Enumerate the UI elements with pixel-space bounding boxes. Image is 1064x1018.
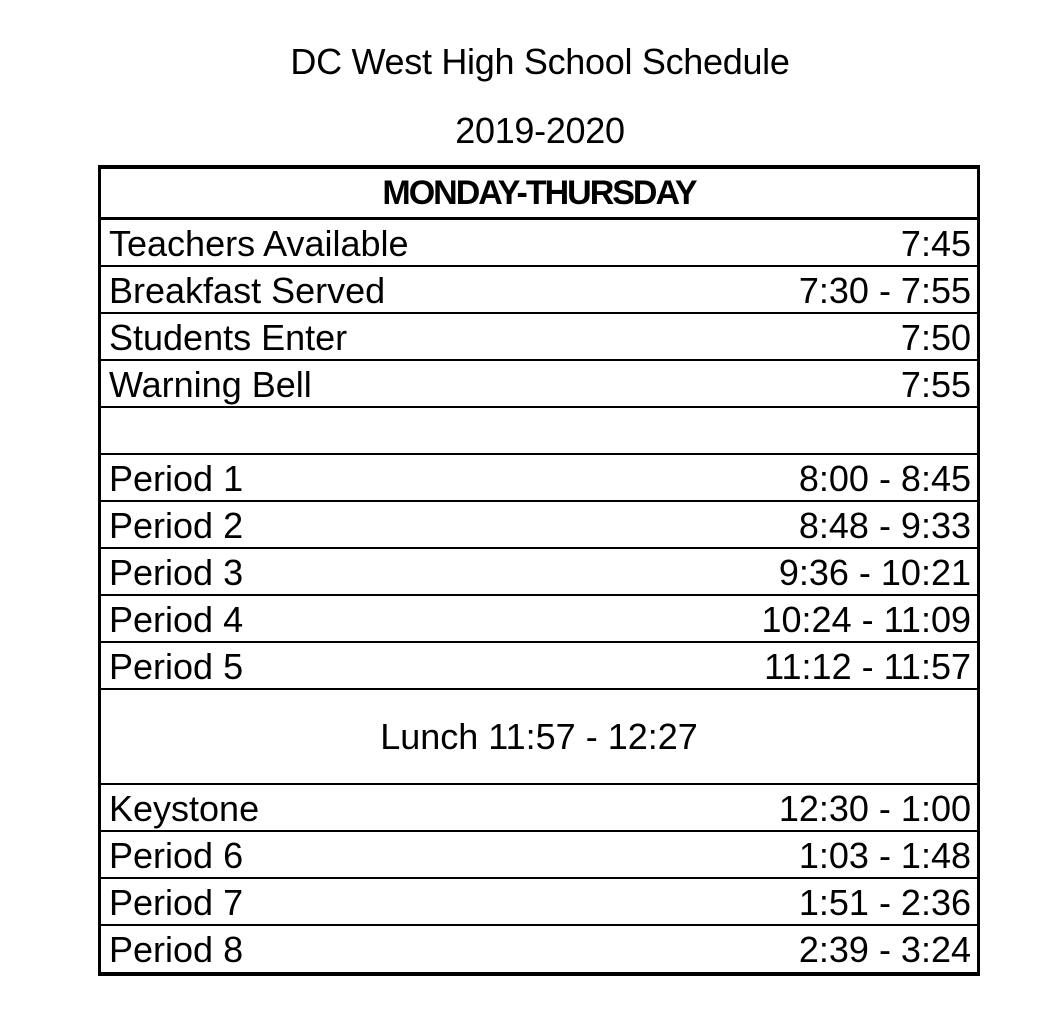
row-label: Period 7 (109, 882, 244, 923)
schedule-row (101, 267, 977, 314)
row-time: 11:12 - 11:57 (764, 646, 971, 687)
school-year: 2019-2020 (455, 110, 625, 151)
schedule-row (101, 455, 977, 502)
blank-row (101, 408, 977, 455)
row-time: 7:45 (900, 223, 971, 264)
row-time: 1:03 - 1:48 (798, 835, 971, 876)
row-time: 2:39 - 3:24 (798, 929, 971, 970)
row-label: Keystone (109, 788, 260, 829)
lunch-row: Lunch 11:57 - 12:27 (101, 690, 977, 785)
row-time: 7:50 (900, 317, 971, 358)
row-time: 10:24 - 11:09 (761, 599, 971, 640)
schedule-row (101, 549, 977, 596)
row-label: Period 8 (109, 929, 244, 970)
row-label: Breakfast Served (109, 270, 386, 311)
schedule-table (98, 165, 980, 976)
row-time: 1:51 - 2:36 (798, 882, 971, 923)
row-time: 9:36 - 10:21 (778, 552, 971, 593)
row-time: 8:48 - 9:33 (798, 505, 971, 546)
schedule-row (101, 220, 977, 267)
row-label: Warning Bell (109, 364, 312, 405)
row-label: Period 3 (109, 552, 244, 593)
row-label: Period 4 (109, 599, 244, 640)
row-label: Students Enter (109, 317, 348, 358)
table-header: MONDAY-THURSDAY (101, 169, 977, 220)
page-title: DC West High School Schedule (290, 41, 790, 82)
schedule-row (101, 879, 977, 926)
schedule-row (101, 926, 977, 972)
row-time: 12:30 - 1:00 (778, 788, 971, 829)
schedule-row (101, 314, 977, 361)
schedule-row (101, 832, 977, 879)
schedule-row (101, 643, 977, 690)
row-label: Period 6 (109, 835, 244, 876)
row-label: Period 2 (109, 505, 244, 546)
row-time: 7:55 (900, 364, 971, 405)
row-label: Period 5 (109, 646, 244, 687)
schedule-row (101, 502, 977, 549)
schedule-row (101, 596, 977, 643)
row-time: 8:00 - 8:45 (798, 458, 971, 499)
schedule-row (101, 785, 977, 832)
row-time: 7:30 - 7:55 (798, 270, 971, 311)
row-label: Teachers Available (109, 223, 409, 264)
row-label: Period 1 (109, 458, 244, 499)
schedule-row (101, 361, 977, 408)
